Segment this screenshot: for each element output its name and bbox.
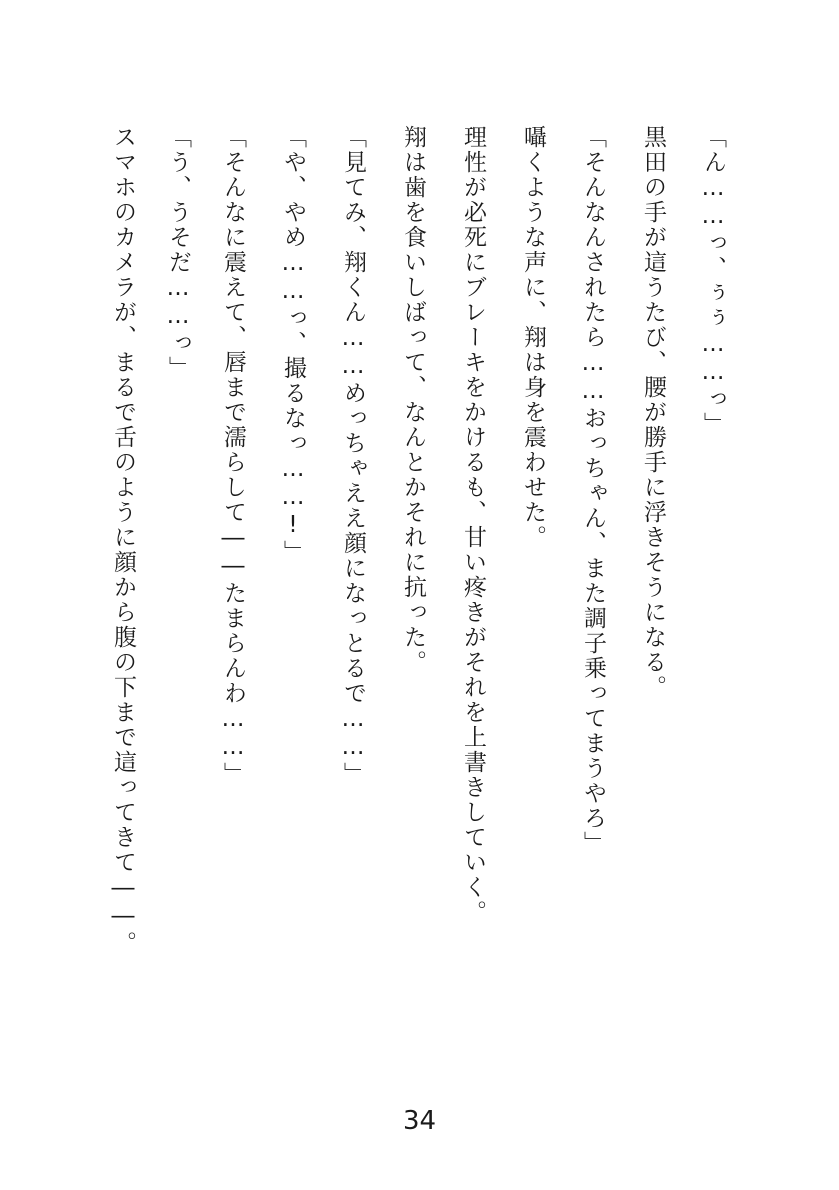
text-line: 理性が必死にブレーキをかけるも、甘い疼きがそれを上書きしていく。 xyxy=(460,125,486,925)
text-line: 「ん……っ、ぅぅ……っ」 xyxy=(700,125,726,437)
text-line: 「そんなんされたら……おっちゃん、また調子乗ってまうやろ」 xyxy=(580,125,606,856)
text-line: 囁くような声に、翔は身を震わせた。 xyxy=(520,125,546,550)
text-line: 「そんなに震えて、唇まで濡らして――たまらんわ……」 xyxy=(220,125,246,787)
text-line: 「や、やめ……っ、撮るなっ……!」 xyxy=(280,125,306,565)
text-line: 黒田の手が這うたび、腰が勝手に浮きそうになる。 xyxy=(640,125,666,700)
page-number: 34 xyxy=(402,1106,437,1136)
text-line: 「う、うそだ……っ」 xyxy=(165,125,191,381)
text-line: 翔は歯を食いしばって、なんとかそれに抗った。 xyxy=(400,125,426,675)
vertical-text-block xyxy=(108,125,728,956)
text-line: スマホのカメラが、まるで舌のように顔から腹の下まで這ってきて――。 xyxy=(110,125,136,956)
text-line: 「見てみ、翔くん……めっちゃええ顔になっとるで……」 xyxy=(340,125,366,787)
